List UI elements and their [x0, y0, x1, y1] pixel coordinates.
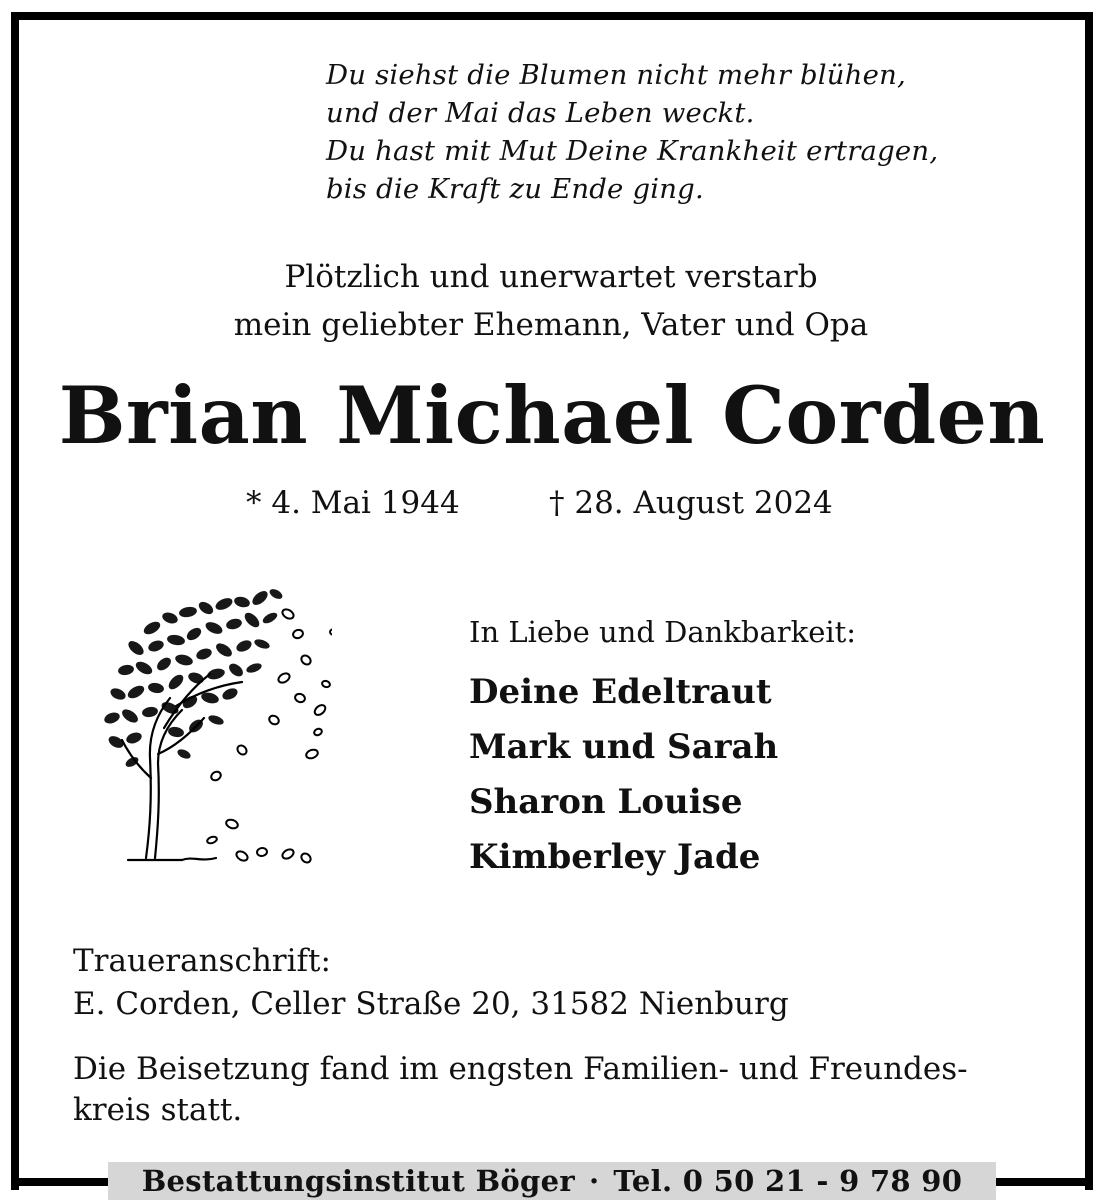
burial-line: Die Beisetzung fand im engsten Familien- und Freundes- — [73, 1051, 968, 1087]
announcement-line: mein geliebter Ehemann, Vater und Opa — [233, 307, 869, 343]
poem-line: und der Mai das Leben weckt. — [326, 97, 755, 129]
condolence-address — [73, 940, 789, 1026]
footer-separator: · — [588, 1164, 600, 1198]
mourner-name: Kimberley Jade — [469, 837, 761, 877]
poem-line: Du siehst die Blumen nicht mehr blühen, — [326, 59, 906, 91]
funeral-home-phone: Tel. 0 50 21 - 9 78 90 — [613, 1164, 963, 1198]
poem-line: Du hast mit Mut Deine Krankheit ertragen, — [326, 135, 939, 167]
funeral-home-footer — [108, 1162, 996, 1200]
death-announcement — [0, 253, 1103, 349]
death-date: † 28. August 2024 — [549, 485, 833, 521]
burial-notice — [73, 1049, 968, 1131]
address-label: Traueranschrift: — [73, 943, 331, 979]
poem-line: bis die Kraft zu Ende ging. — [326, 173, 704, 205]
mourners-intro: In Liebe und Dankbarkeit: — [469, 615, 857, 649]
mourner-name: Deine Edeltraut — [469, 672, 772, 712]
mourner-name: Sharon Louise — [469, 782, 743, 822]
funeral-home-name: Bestattungsinstitut Böger — [141, 1164, 575, 1198]
mourner-name: Mark und Sarah — [469, 727, 779, 767]
address-line: E. Corden, Celler Straße 20, 31582 Nienburg — [73, 986, 789, 1022]
deceased-name: Brian Michael Corden — [58, 369, 1046, 462]
memorial-poem — [326, 56, 938, 208]
birth-date: * 4. Mai 1944 — [246, 485, 460, 521]
windblown-tree-icon — [92, 578, 332, 878]
burial-line: kreis statt. — [73, 1092, 243, 1128]
mourners-list — [469, 665, 778, 885]
announcement-line: Plötzlich und unerwartet verstarb — [284, 259, 818, 295]
